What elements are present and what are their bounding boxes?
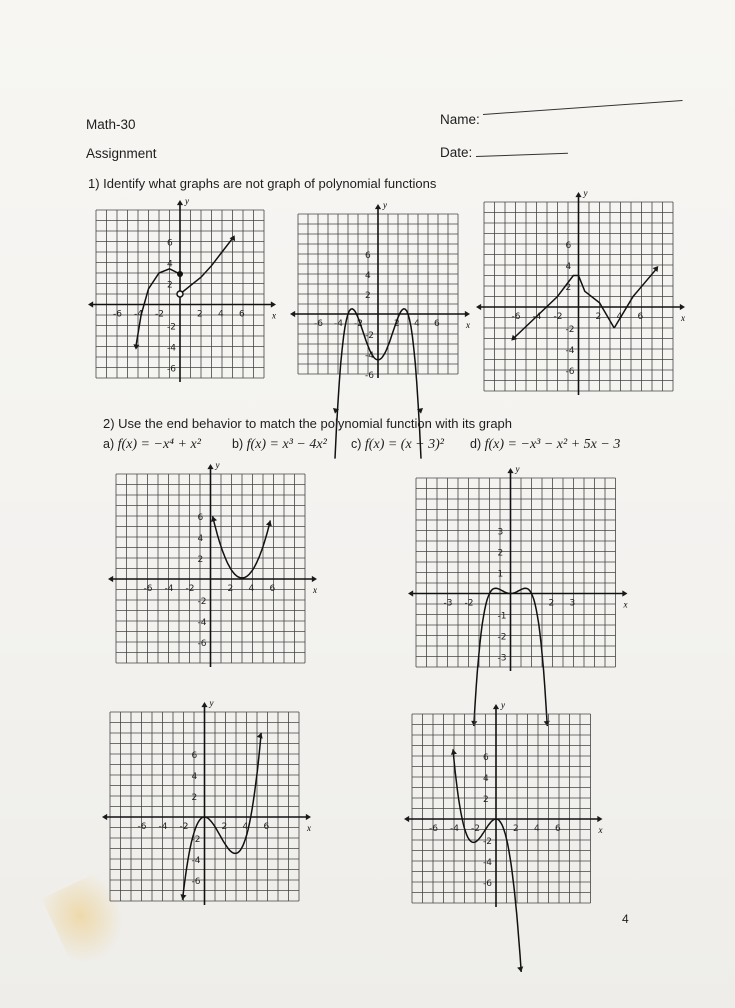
function-a xyxy=(103,437,201,453)
q2g2-y-tick-label: 1 xyxy=(497,569,504,580)
q1g1-x-tick-label: 6 xyxy=(239,309,245,320)
q2g1-x-axis-arrow-left xyxy=(108,576,113,582)
q2g3-y-tick-label: -6 xyxy=(191,877,201,887)
function-d-expr: f(x) = −x³ − x² + 5x − 3 xyxy=(484,437,621,452)
q1g3-x-axis-arrow-left xyxy=(476,304,481,310)
q2g2-x-tick-label: -3 xyxy=(443,598,453,609)
q1g1-y-tick-label: 4 xyxy=(167,259,173,270)
function-a-expr: f(x) = −x⁴ + x² xyxy=(117,437,201,452)
q2g1-x-tick-label: -4 xyxy=(164,584,174,594)
page-number: 4 xyxy=(622,912,629,926)
function-b-expr: f(x) = x³ − 4x² xyxy=(246,437,327,452)
q1g3-y-tick-label: -6 xyxy=(565,367,575,377)
q1g3-y-axis-arrow xyxy=(575,192,581,197)
q1g2-y-axis-arrow xyxy=(375,204,381,209)
q1g3-y-tick-label: -4 xyxy=(565,346,575,356)
q2g2-y-tick-label: 2 xyxy=(497,548,504,559)
q2g4-y-tick-label: 6 xyxy=(483,753,489,763)
function-b xyxy=(232,437,327,453)
q1-graph-2 xyxy=(292,200,474,396)
q2g4-y-tick-label: -4 xyxy=(483,858,492,868)
function-d xyxy=(470,437,620,453)
function-c xyxy=(351,437,444,453)
q2g2-y-axis-label: y xyxy=(515,464,520,474)
q2-graph-3 xyxy=(104,696,316,914)
course-title: Math-30 xyxy=(86,117,136,132)
q2g3-x-tick-label: -6 xyxy=(137,822,147,832)
q2-graph-1 xyxy=(110,458,330,676)
q2g4-x-tick-label: -6 xyxy=(429,824,438,834)
q1g3-x-axis-arrow xyxy=(680,304,685,310)
q1g1-x-axis-arrow xyxy=(271,301,276,307)
q1g2-x-axis-arrow-left xyxy=(290,311,295,317)
name-label: Name: xyxy=(440,112,480,127)
function-d-label: d) xyxy=(470,437,482,451)
q1g2-y-tick-label: -2 xyxy=(365,331,374,341)
q2g3-y-tick-label: 2 xyxy=(191,793,198,803)
q2-graph-2 xyxy=(410,462,636,680)
q2g1-y-tick-label: -4 xyxy=(197,618,207,628)
q1g1-curve-left-path xyxy=(136,269,180,347)
q1g1-y-tick-label: -2 xyxy=(167,322,176,333)
q1g3-x-tick-label: 6 xyxy=(637,312,644,322)
q1g1-arrow-down xyxy=(133,344,139,349)
function-a-label: a) xyxy=(103,437,115,451)
question-1-text: 1) Identify what graphs are not graph of polynomial functions xyxy=(88,176,437,191)
q1g1-x-axis-arrow-left xyxy=(88,301,93,307)
q2g2-x-tick-label: -2 xyxy=(464,598,474,609)
q2g1-y-tick-label: -6 xyxy=(197,639,207,649)
q2g1-x-axis-arrow xyxy=(312,576,317,582)
q2g2-y-tick-label: -3 xyxy=(497,653,507,664)
assignment-label: Assignment xyxy=(86,146,157,161)
q1g1-y-axis-arrow xyxy=(177,200,183,205)
q2g2-x-axis-arrow xyxy=(622,590,627,596)
date-line xyxy=(476,153,568,157)
q1g1-x-tick-label: -2 xyxy=(155,309,164,320)
q1g3-x-tick-label: -6 xyxy=(511,312,521,322)
q2g2-y-tick-label: 3 xyxy=(497,527,504,538)
q1g3-y-tick-label: 2 xyxy=(565,283,572,293)
q1g2-y-tick-label: 2 xyxy=(365,291,371,301)
q1g1-y-tick-label: -4 xyxy=(167,343,176,354)
q2g1-x-tick-label: 2 xyxy=(227,584,234,594)
q2g2-y-tick-label: -1 xyxy=(497,611,507,622)
q1g3-x-tick-label: 2 xyxy=(595,312,602,322)
q2g3-y-tick-label: 4 xyxy=(191,772,198,782)
question-2-text: 2) Use the end behavior to match the polynomial function with its graph xyxy=(103,416,513,431)
q2g3-y-axis-label: y xyxy=(209,698,214,708)
q1g2-y-tick-label: 6 xyxy=(365,251,371,261)
q1g1-x-tick-label: 4 xyxy=(218,309,224,320)
q2g1-y-tick-label: 2 xyxy=(197,555,204,565)
q1g2-x-axis-label: x xyxy=(466,320,470,330)
q1g3-x-axis-label: x xyxy=(681,313,685,323)
q2g4-y-axis-label: y xyxy=(501,700,505,710)
function-c-label: c) xyxy=(351,437,362,451)
q2g3-x-tick-label: 4 xyxy=(242,822,249,832)
q1g2-x-tick-label: 6 xyxy=(434,319,440,329)
q1g1-curve-right xyxy=(180,238,233,294)
q2g4-x-tick-label: 4 xyxy=(534,824,540,834)
q2g1-y-tick-label: 6 xyxy=(197,513,204,523)
q2g2-x-tick-label: 3 xyxy=(569,598,576,609)
q1g2-y-axis-label: y xyxy=(383,200,387,210)
q2-graph-4 xyxy=(406,698,610,916)
q2g4-x-tick-label: -4 xyxy=(450,824,459,834)
function-b-label: b) xyxy=(232,437,244,451)
q2g4-y-tick-label: -6 xyxy=(483,879,492,889)
q2g2-x-tick-label: 2 xyxy=(548,598,555,609)
q2g1-y-axis-arrow xyxy=(207,464,213,469)
q1g2-x-tick-label: -2 xyxy=(354,319,363,329)
q1g2-y-tick-label: 4 xyxy=(365,271,371,281)
q2g3-x-tick-label: 6 xyxy=(263,822,270,832)
q1g1-x-axis-label: x xyxy=(272,310,276,321)
q2g1-x-tick-label: -2 xyxy=(185,584,195,594)
q1g2-x-tick-label: -4 xyxy=(334,319,343,329)
q1-graph-3 xyxy=(478,182,710,398)
q2g3-y-tick-label: 6 xyxy=(191,751,198,761)
q2g3-x-tick-label: -2 xyxy=(179,822,189,832)
q2g3-x-axis-arrow-left xyxy=(102,814,107,820)
q2g1-y-axis-label: y xyxy=(215,460,220,470)
q1g3-y-tick-label: -2 xyxy=(565,325,575,335)
q2g2-x-axis-arrow-left xyxy=(408,590,413,596)
q1g3-y-tick-label: 6 xyxy=(565,241,572,251)
q2g1-x-tick-label: 6 xyxy=(269,584,276,594)
q2g3-y-tick-label: -4 xyxy=(191,856,201,866)
q1g2-y-tick-label: -4 xyxy=(365,351,374,361)
q1g1-x-tick-label: 2 xyxy=(197,309,203,320)
q2g2-y-axis-arrow xyxy=(507,468,513,473)
q2g4-x-tick-label: -2 xyxy=(471,824,480,834)
q2g3-y-tick-label: -2 xyxy=(191,835,201,845)
q1g3-y-tick-label: 4 xyxy=(565,262,572,272)
q2g1-y-tick-label: 4 xyxy=(197,534,204,544)
date-label: Date: xyxy=(440,145,473,160)
q2g1-y-tick-label: -2 xyxy=(197,597,207,607)
q1g1-y-tick-label: -6 xyxy=(167,364,176,375)
q1g1-y-tick-label: 2 xyxy=(167,280,173,291)
q1g1-x-tick-label: -4 xyxy=(134,309,143,320)
q2g4-arrow-right xyxy=(517,966,523,972)
q2g3-x-axis-label: x xyxy=(307,823,311,833)
q2g1-x-tick-label: 4 xyxy=(248,584,255,594)
q1g2-x-tick-label: 2 xyxy=(394,319,400,329)
q1g3-x-tick-label: -4 xyxy=(532,312,542,322)
q2g4-x-tick-label: 6 xyxy=(555,824,561,834)
q1-graph-1 xyxy=(88,196,280,392)
q2g2-y-tick-label: -2 xyxy=(497,632,507,643)
q2g4-x-axis-arrow xyxy=(597,816,602,822)
q2g4-y-tick-label: -2 xyxy=(483,837,492,847)
q2g4-y-axis-arrow xyxy=(493,704,499,709)
q1g1-closed-dot xyxy=(177,271,183,277)
function-c-expr: f(x) = (x − 3)² xyxy=(364,437,444,452)
q1g1-y-axis-label: y xyxy=(185,196,189,206)
q1g1-open-dot xyxy=(177,291,183,297)
q1g2-y-tick-label: -6 xyxy=(365,371,374,381)
q2g4-x-axis-arrow-left xyxy=(404,816,409,822)
q1g2-x-axis-arrow xyxy=(465,311,470,317)
q2g4-x-axis-label: x xyxy=(598,825,603,835)
q2g4-x-tick-label: 2 xyxy=(513,824,519,834)
q2g3-x-axis-arrow xyxy=(306,814,311,820)
q1g1-x-tick-label: -6 xyxy=(113,309,122,320)
q1g1-y-tick-label: 6 xyxy=(167,238,173,249)
q2g4-y-tick-label: 2 xyxy=(483,795,489,805)
q1g3-x-tick-label: -2 xyxy=(553,312,563,322)
q2g1-x-tick-label: -6 xyxy=(143,584,153,594)
q2g3-x-tick-label: -4 xyxy=(158,822,168,832)
q1g2-x-tick-label: -6 xyxy=(314,319,323,329)
q2g1-x-axis-label: x xyxy=(313,585,317,595)
q2g4-y-tick-label: 4 xyxy=(483,774,489,784)
q2g3-y-axis-arrow xyxy=(201,702,207,707)
name-line xyxy=(483,100,683,115)
q2g3-x-tick-label: 2 xyxy=(221,822,228,832)
q1g3-x-tick-label: 4 xyxy=(616,312,623,322)
q1g2-x-tick-label: 4 xyxy=(414,319,420,329)
q1g3-y-axis-label: y xyxy=(583,188,588,198)
q2g2-x-axis-label: x xyxy=(623,599,628,610)
